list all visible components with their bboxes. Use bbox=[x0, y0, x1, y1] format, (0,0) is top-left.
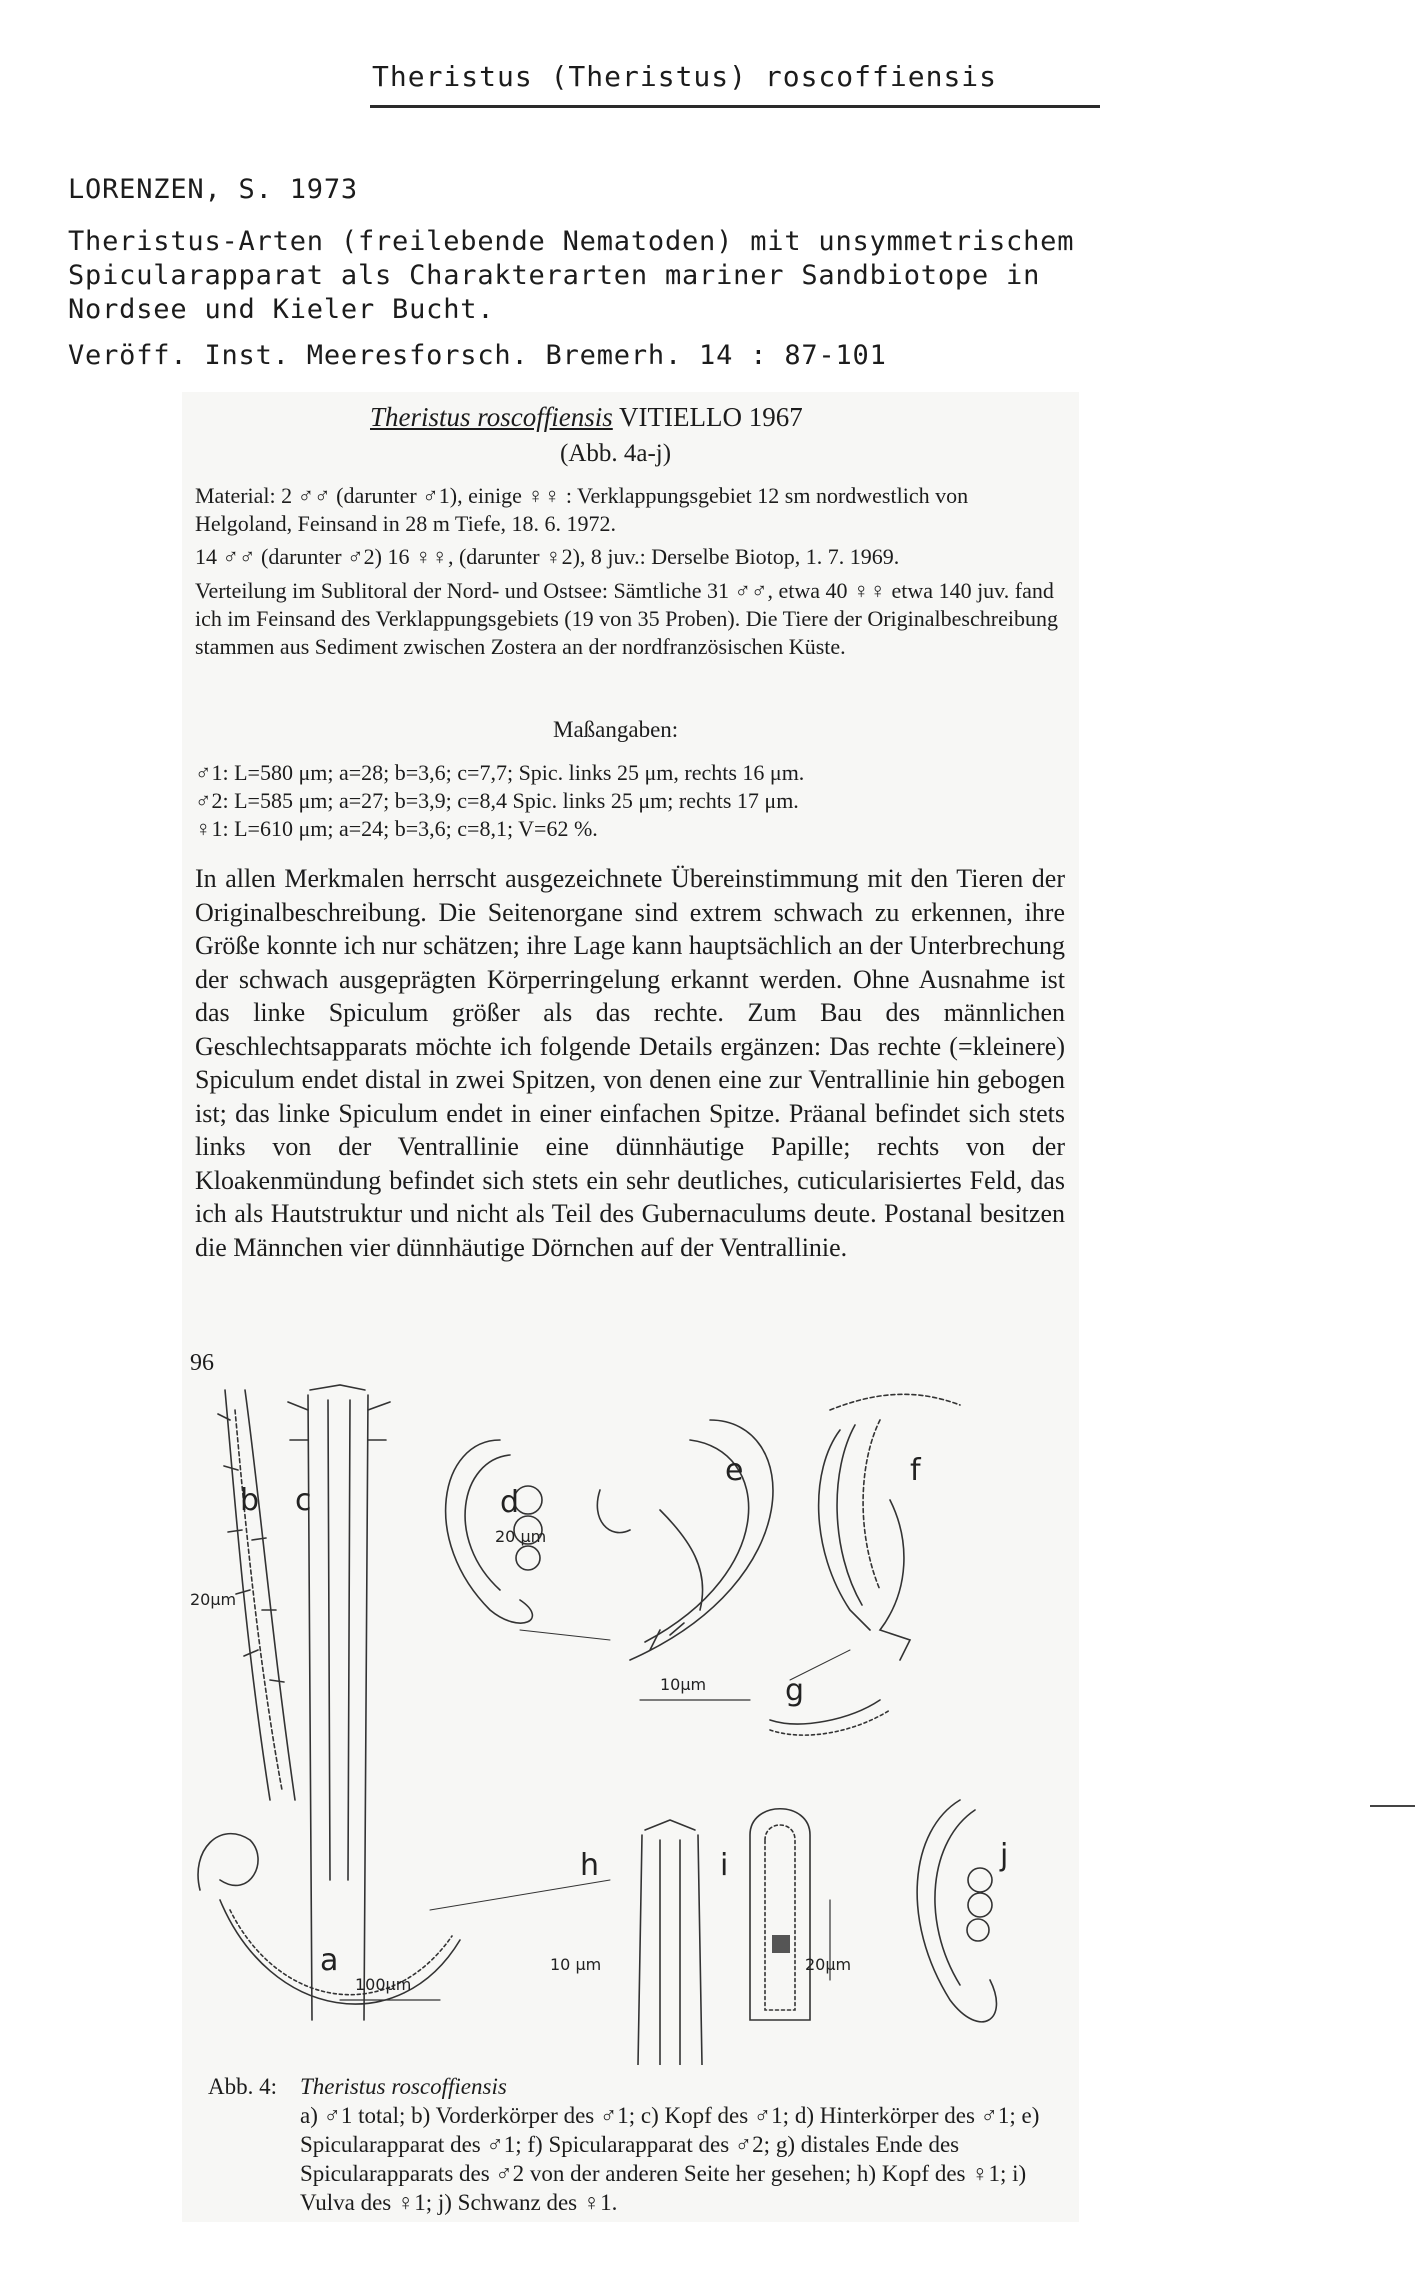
reference-author-year: LORENZEN, S. 1973 bbox=[68, 174, 358, 205]
female-head-h-right bbox=[698, 1835, 702, 2065]
material-paragraph-2: 14 ♂♂ (darunter ♂2) 16 ♀♀, (darunter ♀2), 8 juv.: Derselbe Biotop, 1. 7. 1969. bbox=[195, 544, 900, 569]
panel-label-j: j bbox=[1000, 1838, 1009, 1873]
spicule-e-left bbox=[630, 1420, 773, 1660]
vulva-i-outline bbox=[750, 1809, 810, 2020]
female-tail-j bbox=[917, 1800, 996, 2022]
panel-label-b: b bbox=[240, 1483, 260, 1518]
scale-label-b: 20μm bbox=[190, 1590, 237, 1609]
caption-species: Theristus roscoffiensis bbox=[300, 2074, 507, 2099]
margin-mark bbox=[1370, 1805, 1415, 1807]
scale-label-e: 10μm bbox=[660, 1675, 707, 1694]
measurements-heading: Maßangaben: bbox=[553, 717, 679, 742]
panel-label-e: e bbox=[725, 1453, 744, 1488]
caption-body bbox=[300, 2072, 1070, 2217]
whole-animal-a-head bbox=[198, 1834, 258, 1890]
measurement-male-2: ♂2: L=585 μm; a=27; b=3,9; c=8,4 Spic. links 25 μm; rechts 17 μm. bbox=[195, 788, 799, 813]
measurement-male-1: ♂1: L=580 μm; a=28; b=3,6; c=7,7; Spic. links 25 μm, rechts 16 μm. bbox=[195, 760, 805, 785]
distribution-paragraph: Verteilung im Sublitoral der Nord- und Ostsee: Sämtliche 31 ♂♂, etwa 40 ♀♀ etwa 140 juv. fand ich im Feinsand des Verklappungsgebiets (19 von 35 Proben). Die Tiere der Originalbeschreibung stammen aus Sediment zwischen Zostera an der nordfranzösischen Küste. bbox=[195, 578, 1058, 659]
page-number: 96 bbox=[190, 1350, 214, 1376]
species-heading bbox=[370, 402, 803, 433]
panel-label-h: h bbox=[580, 1848, 600, 1883]
figure-reference: (Abb. 4a-j) bbox=[560, 440, 672, 467]
panel-label-d: d bbox=[500, 1485, 520, 1520]
body-outline-b-right bbox=[245, 1390, 295, 1800]
header-rule bbox=[370, 105, 1100, 108]
scale-label-i: 20μm bbox=[805, 1955, 852, 1974]
female-head-h-left bbox=[638, 1835, 642, 2065]
material-paragraph-1: Material: 2 ♂♂ (darunter ♂1), einige ♀♀ : Verklappungsgebiet 12 sm nordwestlich von Helgoland, Feinsand in 28 m Tiefe, 18. 6. 1972. bbox=[195, 483, 969, 536]
figure-caption bbox=[208, 2072, 1070, 2215]
species-name: Theristus roscoffiensis bbox=[370, 402, 613, 432]
panel-label-a: a bbox=[320, 1943, 339, 1978]
species-author: VITIELLO 1967 bbox=[619, 402, 803, 432]
whole-animal-a-body bbox=[220, 1900, 460, 2004]
spicule-f bbox=[819, 1430, 870, 1630]
reference-journal: Veröff. Inst. Meeresforsch. Bremerh. 14 : 87-101 bbox=[68, 340, 887, 371]
caption-text: a) ♂1 total; b) Vorderkörper des ♂1; c) Kopf des ♂1; d) Hinterkörper des ♂1; e) Spicularapparat des ♂1; f) Spicularapparat des ♂2; g) distales Ende des Spicularapparats des ♂2 von der anderen Seite her gesehen; h) Kopf des ♀1; i) Vulva des ♀1; j) Schwanz des ♀1. bbox=[300, 2103, 1040, 2215]
caption-label: Abb. 4: bbox=[208, 2074, 277, 2099]
discussion-paragraph: In allen Merkmalen herrscht ausgezeichnete Übereinstimmung mit den Tieren der Originalbeschreibung. Die Seitenorgane sind extrem schwach zu erkennen, ihre Größe konnte ich nur schätzen; ihre Lage kann hauptsächlich an der Unterbrechung der schwach ausgeprägten Körperringelung erkannt werden. Ohne Ausnahme ist das linke Spiculum größer als das rechte. Zum Bau des männlichen Geschlechtsapparats möchte ich folgende Details ergänzen: Das rechte (=kleinere) Spiculum endet distal in zwei Spitzen, von denen eine zur Ventrallinie hin gebogen ist; das linke Spiculum endet in einer einfachen Spitze. Präanal befindet sich stets links von der Ventrallinie eine dünnhäutige Papille; rechts von der Kloakenmündung befindet sich stets ein sehr deutliches, cuticularisiertes Feld, das ich als Hautstruktur und nicht als Teil des Gubernaculums deute. Postanal besitzen die Männchen vier dünnhäutige Dörnchen auf der Ventrallinie. bbox=[195, 864, 1065, 1262]
scale-label-a: 100μm bbox=[355, 1975, 412, 1994]
measurement-female-1: ♀1: L=610 μm; a=24; b=3,6; c=8,1; V=62 %. bbox=[195, 816, 598, 841]
scale-label-d: 20 μm bbox=[495, 1527, 547, 1546]
reference-title-line-1: Theristus-Arten (freilebende Nematoden) mit unsymmetrischem bbox=[68, 226, 1075, 257]
head-c-right-wall bbox=[364, 1395, 368, 2020]
reference-title-line-2: Spicularapparat als Charakterarten mariner Sandbiotope in bbox=[68, 260, 1041, 291]
page-header-title: Theristus (Theristus) roscoffiensis bbox=[372, 60, 998, 93]
reference-title-line-3: Nordsee und Kieler Bucht. bbox=[68, 294, 495, 325]
panel-label-g: g bbox=[785, 1673, 805, 1708]
panel-label-f: f bbox=[910, 1453, 921, 1488]
panel-label-c: c bbox=[295, 1483, 312, 1518]
scale-label-h: 10 μm bbox=[550, 1955, 602, 1974]
nematode-figure bbox=[190, 1380, 1080, 2065]
panel-label-i: i bbox=[720, 1848, 729, 1883]
